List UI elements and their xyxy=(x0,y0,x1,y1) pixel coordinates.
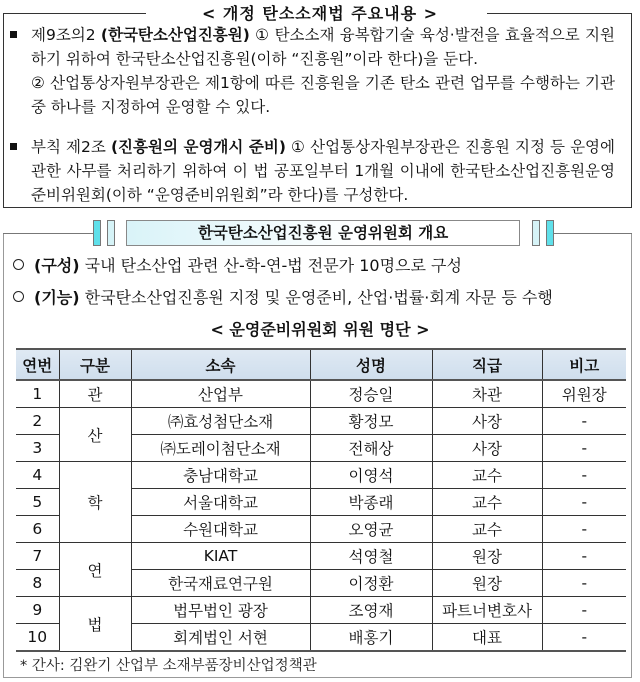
table-row xyxy=(16,543,626,570)
cell-no: 5 xyxy=(16,489,59,516)
addendum-2 xyxy=(10,135,615,207)
banner-title: 한국탄소산업진흥원 운영위원회 개요 xyxy=(126,220,520,246)
cell-rank: 원장 xyxy=(432,543,542,570)
table-row xyxy=(16,408,626,435)
cell-no: 8 xyxy=(16,570,59,597)
article-9-2 xyxy=(10,23,615,119)
col-header-note: 비고 xyxy=(542,349,626,380)
banner-decor-icon xyxy=(532,220,540,246)
col-header-no: 연번 xyxy=(16,349,59,380)
table-row xyxy=(16,462,626,489)
cell-no: 9 xyxy=(16,597,59,624)
cell-rank: 사장 xyxy=(432,435,542,462)
cell-no: 4 xyxy=(16,462,59,489)
circle-bullet-icon xyxy=(13,291,24,302)
cell-org: ㈜도레이첨단소재 xyxy=(131,435,310,462)
cell-name: 조영재 xyxy=(310,597,432,624)
committee-banner xyxy=(93,220,554,246)
article-ref: 부칙 제2조 xyxy=(31,138,111,156)
cell-rank: 교수 xyxy=(432,516,542,543)
square-bullet-icon xyxy=(10,31,17,38)
article-ref: 제9조의2 xyxy=(31,26,101,44)
cell-rank: 사장 xyxy=(432,408,542,435)
cell-rank: 차관 xyxy=(432,380,542,408)
cell-rank: 파트너변호사 xyxy=(432,597,542,624)
cell-rank: 교수 xyxy=(432,462,542,489)
cell-rank: 대표 xyxy=(432,624,542,652)
cell-no: 2 xyxy=(16,408,59,435)
col-header-rank: 직급 xyxy=(432,349,542,380)
cell-no: 6 xyxy=(16,516,59,543)
table-row xyxy=(16,597,626,624)
cell-org: 회계법인 서현 xyxy=(131,624,310,652)
box-border-right xyxy=(554,233,632,234)
cell-note: - xyxy=(542,543,626,570)
cell-no: 10 xyxy=(16,624,59,652)
cell-org: 산업부 xyxy=(131,380,310,408)
table-row xyxy=(16,380,626,408)
article-body: ① 산업통상자원부장관은 진흥원 지정 등 운영에 관한 사무를 처리하기 위하여 이 법 공포일부터 1개월 이내에 한국탄소산업진흥원운영준비위원회(이하 “운영준비위원회”라 한다)를 구성한다. xyxy=(31,138,616,204)
cell-note: - xyxy=(542,435,626,462)
cell-org: ㈜효성첨단소재 xyxy=(131,408,310,435)
cell-org: 한국재료연구원 xyxy=(131,570,310,597)
cell-note: - xyxy=(542,408,626,435)
cell-org: KIAT xyxy=(131,543,310,570)
cell-name: 황정모 xyxy=(310,408,432,435)
law-summary-title: < 개정 탄소소재법 주요내용 > xyxy=(201,4,439,23)
cell-org: 법무법인 광장 xyxy=(131,597,310,624)
cell-org: 충남대학교 xyxy=(131,462,310,489)
point-composition xyxy=(13,254,462,278)
table-header-row xyxy=(16,349,626,380)
point-text: 한국탄소산업진흥원 지정 및 운영준비, 산업·법률·회계 자문 등 수행 xyxy=(79,288,553,307)
cell-note: - xyxy=(542,624,626,652)
cell-name: 석영철 xyxy=(310,543,432,570)
cell-note: - xyxy=(542,597,626,624)
cell-no: 3 xyxy=(16,435,59,462)
point-label: (구성) xyxy=(34,256,80,275)
cell-name: 박종래 xyxy=(310,489,432,516)
cell-note: - xyxy=(542,489,626,516)
article-heading: (진흥원의 운영개시 준비) xyxy=(110,138,286,156)
cell-note: - xyxy=(542,570,626,597)
member-table xyxy=(16,348,626,652)
cell-rank: 교수 xyxy=(432,489,542,516)
col-header-group: 구분 xyxy=(59,349,131,380)
cell-group: 관 xyxy=(59,380,131,408)
circle-bullet-icon xyxy=(13,259,24,270)
col-header-name: 성명 xyxy=(310,349,432,380)
banner-decor-icon xyxy=(546,220,554,246)
article-body: ① 탄소소재 융복합기술 육성·발전을 효율적으로 지원하기 위하여 한국탄소산업진흥원(이하 “진흥원”이라 한다)을 둔다. xyxy=(31,26,615,68)
cell-name: 오영균 xyxy=(310,516,432,543)
cell-name: 정승일 xyxy=(310,380,432,408)
cell-name: 전해상 xyxy=(310,435,432,462)
cell-org: 수원대학교 xyxy=(131,516,310,543)
cell-no: 1 xyxy=(16,380,59,408)
cell-group: 산 xyxy=(59,408,131,462)
cell-rank: 원장 xyxy=(432,570,542,597)
cell-group: 학 xyxy=(59,462,131,543)
cell-name: 이영석 xyxy=(310,462,432,489)
col-header-org: 소속 xyxy=(131,349,310,380)
member-list-title: < 운영준비위원회 위원 명단 > xyxy=(210,320,430,339)
point-function xyxy=(13,286,553,310)
article-heading: (한국탄소산업진흥원) xyxy=(100,26,250,44)
square-bullet-icon xyxy=(10,143,17,150)
cell-note: 위원장 xyxy=(542,380,626,408)
cell-note: - xyxy=(542,462,626,489)
cell-no: 7 xyxy=(16,543,59,570)
point-text: 국내 탄소산업 관련 산-학-연-법 전문가 10명으로 구성 xyxy=(79,256,462,275)
cell-org: 서울대학교 xyxy=(131,489,310,516)
cell-name: 배홍기 xyxy=(310,624,432,652)
footnote: * 간사: 김완기 산업부 소재부품장비산업정책관 xyxy=(20,658,317,674)
cell-note: - xyxy=(542,516,626,543)
banner-decor-icon xyxy=(107,220,115,246)
box-border-left xyxy=(3,233,93,234)
point-label: (기능) xyxy=(34,288,80,307)
cell-group: 연 xyxy=(59,543,131,597)
article-body-2: ② 산업통상자원부장관은 제1항에 따른 진흥원을 기존 탄소 관련 업무를 수행하는 기관 중 하나를 지정하여 운영할 수 있다. xyxy=(31,74,615,116)
cell-group: 법 xyxy=(59,597,131,652)
banner-decor-icon xyxy=(93,220,101,246)
cell-name: 이정환 xyxy=(310,570,432,597)
